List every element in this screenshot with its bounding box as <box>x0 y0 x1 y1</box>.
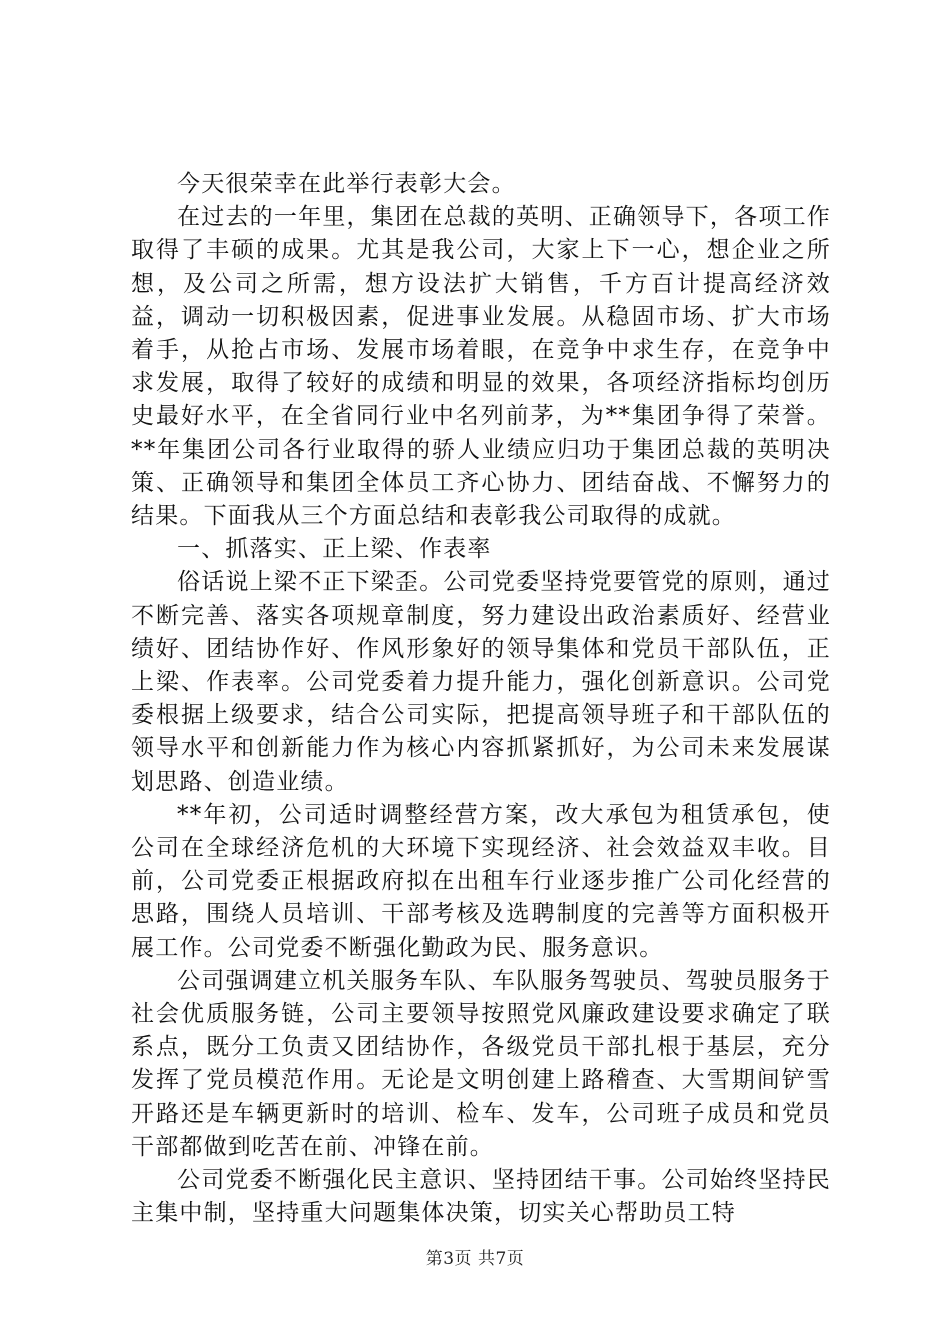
page-number-footer: 第3页 共7页 <box>425 1249 525 1269</box>
paragraph-opening: 今天很荣幸在此举行表彰大会。 <box>177 171 516 197</box>
paragraph-summary: 在过去的一年里，集团在总裁的英明、正确领导下，各项工作取得了丰硕的成果。尤其是我公司，大家上下一心，想企业之所想，及公司之所需，想方设法扩大销售，千方百计提高经济效益，调动一切积极因素，促进事业发展。从稳固市场、扩大市场着手，从抢占市场、发展市场着眼，在竞争中求生存，在竞争中求发展，取得了较好的成绩和明显的效果，各项经济指标均创历史最好水平，在全省同行业中名列前茅，为**集团争得了荣誉。**年集团公司各行业取得的骄人业绩应归功于集团总裁的英明决策、正确领导和集团全体员工齐心协力、团结奋战、不懈努力的结果。下面我从三个方面总结和表彰我公司取得的成就。 <box>131 204 831 530</box>
paragraph-service-chain: 公司强调建立机关服务车队、车队服务驾驶员、驾驶员服务于社会优质服务链，公司主要领导按照党风廉政建设要求确定了联系点，既分工负责又团结协作，各级党员干部扎根于基层，充分发挥了党员模范作用。无论是文明创建上路稽查、大雪期间铲雪开路还是车辆更新时的培训、检车、发车，公司班子成员和党员干部都做到吃苦在前、冲锋在前。 <box>131 967 831 1160</box>
section-heading: 一、抓落实、正上梁、作表率 <box>177 536 492 563</box>
document-body <box>131 168 831 1231</box>
paragraph-party-committee: 俗话说上梁不正下梁歪。公司党委坚持党要管党的原则，通过不断完善、落实各项规章制度，努力建设出政治素质好、经营业绩好、团结协作好、作风形象好的领导集体和党员干部队伍，正上梁、作表率。公司党委着力提升能力，强化创新意识。公司党委根据上级要求，结合公司实际，把提高领导班子和干部队伍的领导水平和创新能力作为核心内容抓紧抓好，为公司未来发展谋划思路、创造业绩。 <box>131 569 831 795</box>
paragraph-democracy: 公司党委不断强化民主意识、坚持团结干事。公司始终坚持民主集中制，坚持重大问题集体决策，切实关心帮助员工特 <box>131 1167 831 1227</box>
paragraph-operation-plan: **年初，公司适时调整经营方案，改大承包为租赁承包，使公司在全球经济危机的大环境下实现经济、社会效益双丰收。目前，公司党委正根据政府拟在出租车行业逐步推广公司化经营的思路，围绕人员培训、干部考核及选聘制度的完善等方面积极开展工作。公司党委不断强化勤政为民、服务意识。 <box>131 801 831 961</box>
